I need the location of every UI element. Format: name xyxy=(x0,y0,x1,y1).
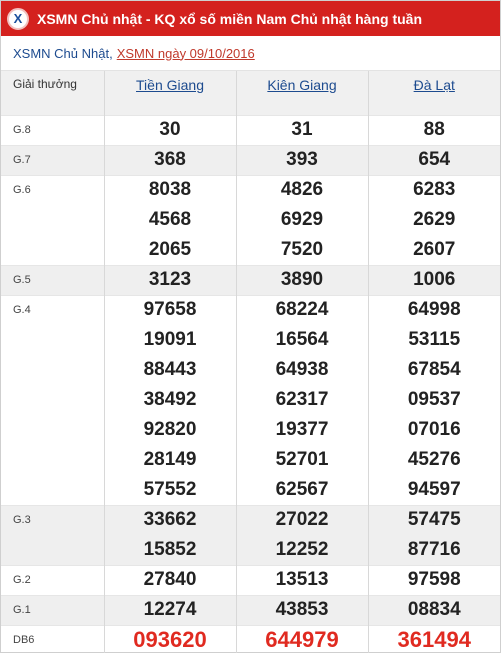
province-link[interactable]: Đà Lạt xyxy=(413,77,455,93)
table-row xyxy=(1,505,500,535)
prize-number: 88443 xyxy=(104,355,236,385)
prize-number: 68224 xyxy=(236,295,368,325)
breadcrumb-label: XSMN Chủ Nhật, xyxy=(13,45,113,61)
prize-name: G.3 xyxy=(1,505,104,565)
province-header[interactable] xyxy=(104,71,236,115)
province-header[interactable] xyxy=(368,71,500,115)
table-row xyxy=(1,175,500,205)
table-row xyxy=(1,115,500,145)
prize-name: G.5 xyxy=(1,265,104,295)
prize-number: 33662 xyxy=(104,505,236,535)
prize-number: 28149 xyxy=(104,445,236,475)
prize-number: 94597 xyxy=(407,478,461,500)
prize-number: 64938 xyxy=(236,355,368,385)
prize-number: 654 xyxy=(368,145,500,175)
prize-number: 393 xyxy=(236,145,368,175)
table-row xyxy=(1,145,500,175)
prize-number: 3123 xyxy=(104,265,236,295)
prize-number: 43853 xyxy=(236,595,368,625)
prize-number: 08834 xyxy=(368,595,500,625)
prize-number: 09537 xyxy=(407,389,461,410)
prize-number: 2065 xyxy=(104,235,236,265)
table-header-row xyxy=(1,71,500,115)
prize-number: 6929 xyxy=(236,205,368,235)
prize-number: 38492 xyxy=(104,385,236,415)
table-row xyxy=(1,595,500,625)
prize-number: 62567 xyxy=(236,475,368,505)
special-prize-number: 093620 xyxy=(104,625,236,653)
prize-number: 52701 xyxy=(236,445,368,475)
prize-number: 27022 xyxy=(236,505,368,535)
prize-number: 368 xyxy=(104,145,236,175)
prize-number: 19091 xyxy=(104,325,236,355)
prize-name: G.6 xyxy=(1,175,104,265)
prize-column-header: Giải thưởng xyxy=(1,71,104,115)
prize-number: 45276 xyxy=(407,449,461,470)
prize-number: 07016 xyxy=(407,419,461,440)
prize-number: 2607 xyxy=(413,238,456,260)
prize-name: G.7 xyxy=(1,145,104,175)
prize-number: 97598 xyxy=(368,565,500,595)
province-link[interactable]: Tiền Giang xyxy=(136,77,204,93)
prize-number: 15852 xyxy=(104,535,236,565)
prize-number: 7520 xyxy=(236,235,368,265)
prize-number: 12274 xyxy=(104,595,236,625)
table-row xyxy=(1,295,500,325)
prize-name: DB6 xyxy=(1,625,104,653)
province-header[interactable] xyxy=(236,71,368,115)
prize-number: 13513 xyxy=(236,565,368,595)
header-bar xyxy=(1,1,500,36)
prize-number: 53115 xyxy=(408,329,461,350)
prize-number: 12252 xyxy=(236,535,368,565)
prize-number: 16564 xyxy=(236,325,368,355)
prize-number: 30 xyxy=(104,115,236,145)
prize-number: 62317 xyxy=(236,385,368,415)
prize-number: 2629 xyxy=(413,209,456,230)
logo-text: X xyxy=(13,11,23,26)
prize-number: 27840 xyxy=(104,565,236,595)
breadcrumb xyxy=(1,36,500,71)
special-prize-number: 361494 xyxy=(368,625,500,653)
prize-name: G.2 xyxy=(1,565,104,595)
province-link[interactable]: Kiên Giang xyxy=(267,77,337,93)
prize-number: 8038 xyxy=(104,175,236,205)
prize-number: 3890 xyxy=(236,265,368,295)
breadcrumb-date-link[interactable]: XSMN ngày 09/10/2016 xyxy=(116,45,255,61)
prize-number: 57475 xyxy=(368,505,500,535)
prize-number: 88 xyxy=(368,115,500,145)
prize-number: 6283 xyxy=(368,175,500,205)
table-row xyxy=(1,565,500,595)
table-row xyxy=(1,265,500,295)
prize-number: 97658 xyxy=(104,295,236,325)
prize-number: 4826 xyxy=(236,175,368,205)
prize-number: 19377 xyxy=(236,415,368,445)
prize-name: G.4 xyxy=(1,295,104,505)
prize-number: 92820 xyxy=(104,415,236,445)
prize-name: G.1 xyxy=(1,595,104,625)
prize-number: 1006 xyxy=(368,265,500,295)
prize-number: 31 xyxy=(236,115,368,145)
xsmn-logo-icon xyxy=(7,8,29,30)
page-title: XSMN Chủ nhật - KQ xổ số miền Nam Chủ nhật hàng tuần xyxy=(37,10,423,27)
special-prize-number: 644979 xyxy=(236,625,368,653)
prize-number: 67854 xyxy=(407,359,461,380)
prize-number: 64998 xyxy=(368,295,500,325)
prize-number: 4568 xyxy=(104,205,236,235)
prize-name: G.8 xyxy=(1,115,104,145)
results-table xyxy=(1,71,500,653)
table-row xyxy=(1,625,500,653)
prize-number: 87716 xyxy=(368,535,500,565)
prize-number: 57552 xyxy=(104,475,236,505)
